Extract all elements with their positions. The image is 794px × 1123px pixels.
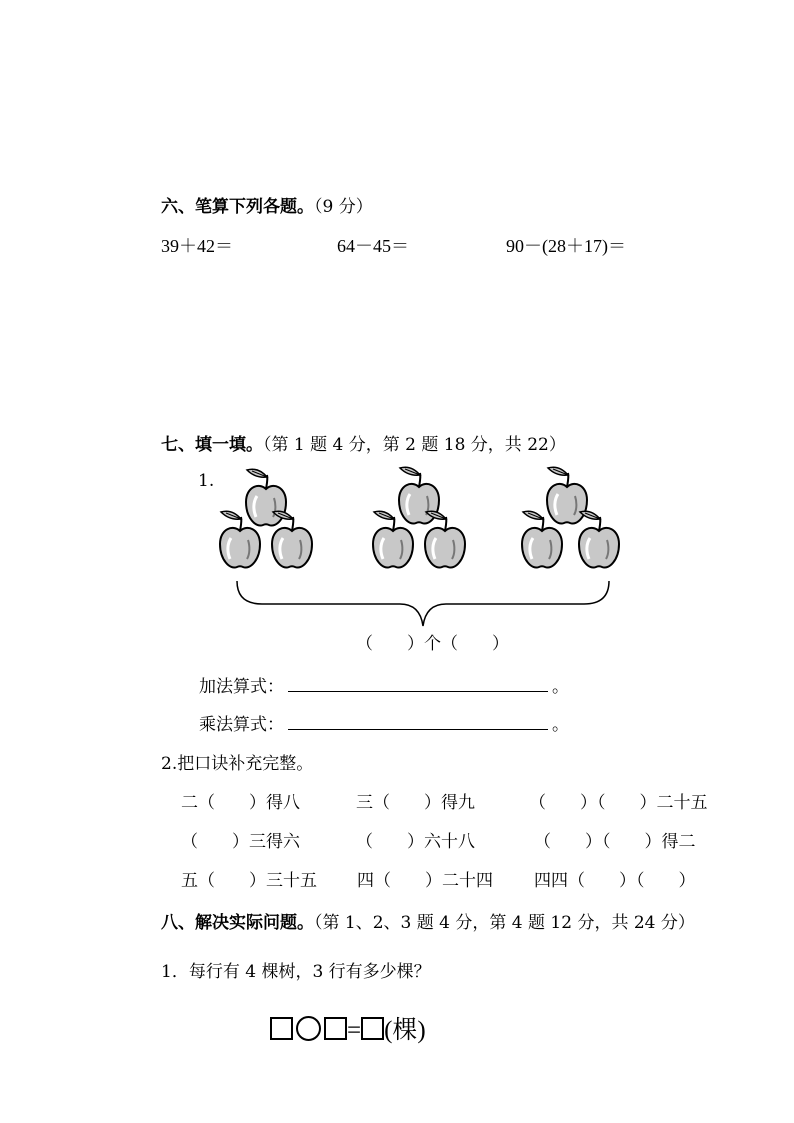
rhyme: 四四（ ）（ ） <box>534 871 696 891</box>
apple <box>547 467 587 523</box>
problem-1: 39＋42＝ <box>161 236 233 256</box>
section6-title: 六、笔算下列各题。 <box>161 197 314 217</box>
rhyme: 四（ ）二十四 <box>357 871 493 891</box>
rhyme: （ ）（ ）二十五 <box>529 793 708 813</box>
problem-2: 64－45＝ <box>337 236 409 256</box>
apple-group-1 <box>220 469 312 567</box>
rhyme: （ ）三得六 <box>181 832 300 852</box>
q1-label: 1. <box>198 471 215 491</box>
brace-caption: （ ）个（ ） <box>356 634 509 654</box>
operator-circle[interactable] <box>296 1016 321 1041</box>
apple-group-3 <box>522 467 619 567</box>
answer-box[interactable] <box>324 1017 347 1040</box>
apple-group-2 <box>373 467 465 567</box>
equals-sign: = <box>347 1017 362 1044</box>
addition-row <box>199 672 569 697</box>
equation-template <box>270 1010 426 1046</box>
section8-q1: 1．每行有 4 棵树，3 行有多少棵？ <box>161 962 431 982</box>
answer-box[interactable] <box>270 1017 293 1040</box>
problem-3: 90－(28＋17)＝ <box>506 236 626 256</box>
rhyme: 三（ ）得九 <box>356 793 475 813</box>
rhyme: 二（ ）得八 <box>181 793 300 813</box>
addition-label: 加法算式： <box>199 677 284 697</box>
addition-answer-line[interactable] <box>288 677 548 692</box>
multiplication-answer-line[interactable] <box>288 715 548 730</box>
unit-label: (棵) <box>384 1017 426 1044</box>
section7-title: 七、填一填。 <box>161 435 263 455</box>
rhyme: （ ）（ ）得二 <box>534 832 696 852</box>
section6-score: （9 分） <box>314 197 373 217</box>
multiplication-label: 乘法算式： <box>199 715 284 735</box>
section8-score: （第 1、2、3 题 4 分，第 4 题 12 分，共 24 分） <box>314 913 695 933</box>
multiplication-end-mark: 。 <box>552 715 569 735</box>
rhyme: 五（ ）三十五 <box>181 871 317 891</box>
answer-box[interactable] <box>361 1017 384 1040</box>
addition-end-mark: 。 <box>552 677 569 697</box>
multiplication-row <box>199 710 569 735</box>
apple <box>579 511 619 567</box>
section7-score: （第 1 题 4 分，第 2 题 18 分，共 22） <box>263 435 566 455</box>
section8-title: 八、解决实际问题。 <box>161 913 314 933</box>
rhyme: （ ）六十八 <box>356 832 475 852</box>
q2-title: 2.把口诀补充完整。 <box>161 754 314 774</box>
section8-heading <box>161 908 695 933</box>
curly-brace <box>237 581 609 626</box>
